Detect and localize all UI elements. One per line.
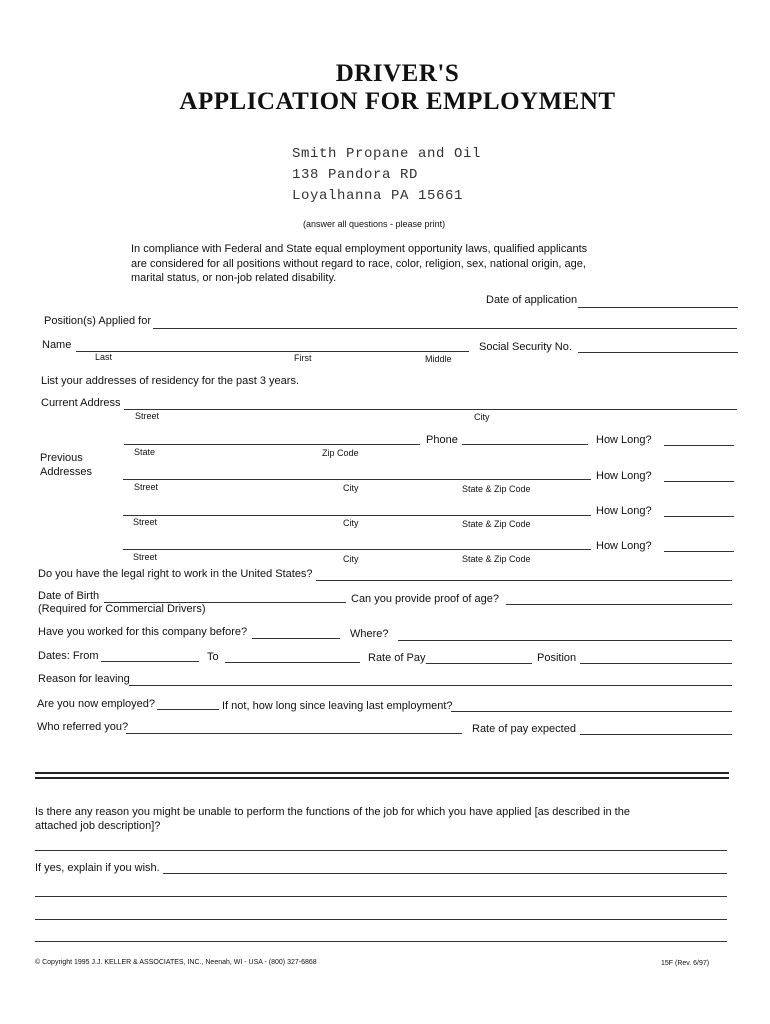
current-address-street-field[interactable] — [124, 409, 737, 410]
rate-expected-label: Rate of pay expected — [472, 723, 576, 735]
prev3-street-caption: Street — [133, 552, 158, 562]
now-employed-field[interactable] — [157, 709, 219, 710]
legal-right-label: Do you have the legal right to work in the United States? — [38, 568, 313, 580]
reason-leaving-label: Reason for leaving — [38, 673, 130, 685]
explain-line-4[interactable] — [35, 941, 727, 942]
prev1-how-long-field[interactable] — [664, 481, 734, 482]
proof-of-age-field[interactable] — [506, 604, 732, 605]
previous-addresses-label-1: Previous — [40, 452, 83, 464]
prev2-street-caption: Street — [133, 517, 158, 527]
date-of-application-field[interactable] — [578, 307, 738, 308]
position-label: Position — [537, 652, 577, 664]
name-field[interactable] — [76, 351, 469, 352]
explain-line-2[interactable] — [35, 896, 727, 897]
how-long-since-label: If not, how long since leaving last employment? — [222, 700, 453, 712]
current-zip-caption: Zip Code — [322, 448, 359, 458]
proof-of-age-label: Can you provide proof of age? — [351, 593, 499, 605]
unable-answer-line[interactable] — [35, 850, 727, 851]
dob-required-note: (Required for Commercial Drivers) — [38, 603, 206, 615]
prev3-how-long-field[interactable] — [664, 551, 734, 552]
prev2-city-caption: City — [343, 518, 359, 528]
phone-label: Phone — [426, 434, 458, 446]
date-of-application-label: Date of application — [486, 294, 578, 306]
where-field[interactable] — [398, 640, 732, 641]
unable-question-line2: attached job description]? — [35, 820, 161, 832]
date-of-birth-label: Date of Birth — [38, 590, 100, 602]
unable-question-line1: Is there any reason you might be unable to perform the functions of the job for which you have applied [as described in the — [35, 806, 630, 818]
name-middle-caption: Middle — [425, 354, 452, 364]
prev1-how-long-label: How Long? — [596, 470, 652, 482]
positions-applied-label: Position(s) Applied for — [44, 315, 151, 327]
current-city-caption: City — [474, 412, 490, 422]
company-name: Smith Propane and Oil — [292, 146, 482, 162]
ssn-field[interactable] — [578, 352, 738, 353]
prev1-street-caption: Street — [134, 482, 159, 492]
addresses-prompt: List your addresses of residency for the past 3 years. — [41, 375, 300, 387]
prev3-how-long-label: How Long? — [596, 540, 652, 552]
current-address-state-zip-field[interactable] — [124, 444, 420, 445]
prev2-state-zip-caption: State & Zip Code — [462, 519, 531, 529]
rate-of-pay-label: Rate of Pay — [368, 652, 426, 664]
form-title-line1: DRIVER'S — [335, 60, 460, 87]
previous-address-3-field[interactable] — [123, 549, 591, 550]
compliance-statement: In compliance with Federal and State equal employment opportunity laws, qualified applicants are considered for all positions without regard to race, color, religion, sex, national origin, age, marital status, or non-job related disability. — [131, 243, 588, 284]
phone-field[interactable] — [462, 444, 588, 445]
prev1-state-zip-caption: State & Zip Code — [462, 484, 531, 494]
form-number: 15F (Rev. 6/97) — [661, 960, 710, 967]
name-last-caption: Last — [95, 352, 113, 362]
now-employed-label: Are you now employed? — [37, 698, 156, 710]
prev1-city-caption: City — [343, 483, 359, 493]
legal-right-field[interactable] — [316, 580, 732, 581]
rate-of-pay-field[interactable] — [426, 663, 532, 664]
copyright-notice: © Copyright 1995 J.J. KELLER & ASSOCIATES, INC., Neenah, WI - USA - (800) 327-6868 — [35, 959, 317, 966]
rate-expected-field[interactable] — [580, 734, 732, 735]
how-long-since-field[interactable] — [451, 711, 732, 712]
dates-from-field[interactable] — [101, 661, 199, 662]
worked-before-label: Have you worked for this company before? — [38, 626, 248, 638]
worked-before-field[interactable] — [252, 638, 340, 639]
explain-line-3[interactable] — [35, 919, 727, 920]
current-how-long-label: How Long? — [596, 434, 652, 446]
instructions-note: (answer all questions - please print) — [303, 219, 446, 229]
prev2-how-long-label: How Long? — [596, 505, 652, 517]
dates-to-label: To — [207, 651, 219, 663]
explain-line-1[interactable] — [163, 873, 727, 874]
dates-to-field[interactable] — [225, 662, 360, 663]
who-referred-label: Who referred you? — [37, 721, 129, 733]
company-city-state-zip: Loyalhanna PA 15661 — [292, 188, 464, 204]
reason-leaving-field[interactable] — [129, 685, 732, 686]
form-title-line2: APPLICATION FOR EMPLOYMENT — [179, 88, 616, 115]
prev3-city-caption: City — [343, 554, 359, 564]
if-yes-explain-label: If yes, explain if you wish. — [35, 862, 160, 874]
position-field[interactable] — [580, 663, 732, 664]
previous-address-1-field[interactable] — [123, 479, 591, 480]
company-street: 138 Pandora RD — [292, 167, 419, 183]
current-how-long-field[interactable] — [664, 445, 734, 446]
current-address-label: Current Address — [41, 397, 121, 409]
where-label: Where? — [350, 628, 389, 640]
who-referred-field[interactable] — [126, 733, 462, 734]
section-divider-top — [35, 772, 729, 774]
previous-address-2-field[interactable] — [123, 515, 591, 516]
previous-addresses-label-2: Addresses — [40, 466, 92, 478]
current-state-caption: State — [134, 447, 156, 457]
section-divider-bottom — [35, 777, 729, 779]
current-street-caption: Street — [135, 411, 160, 421]
prev2-how-long-field[interactable] — [664, 516, 734, 517]
name-first-caption: First — [294, 353, 312, 363]
prev3-state-zip-caption: State & Zip Code — [462, 554, 531, 564]
ssn-label: Social Security No. — [479, 341, 572, 353]
name-label: Name — [42, 339, 72, 351]
positions-applied-field[interactable] — [153, 328, 737, 329]
dates-from-label: Dates: From — [38, 650, 99, 662]
